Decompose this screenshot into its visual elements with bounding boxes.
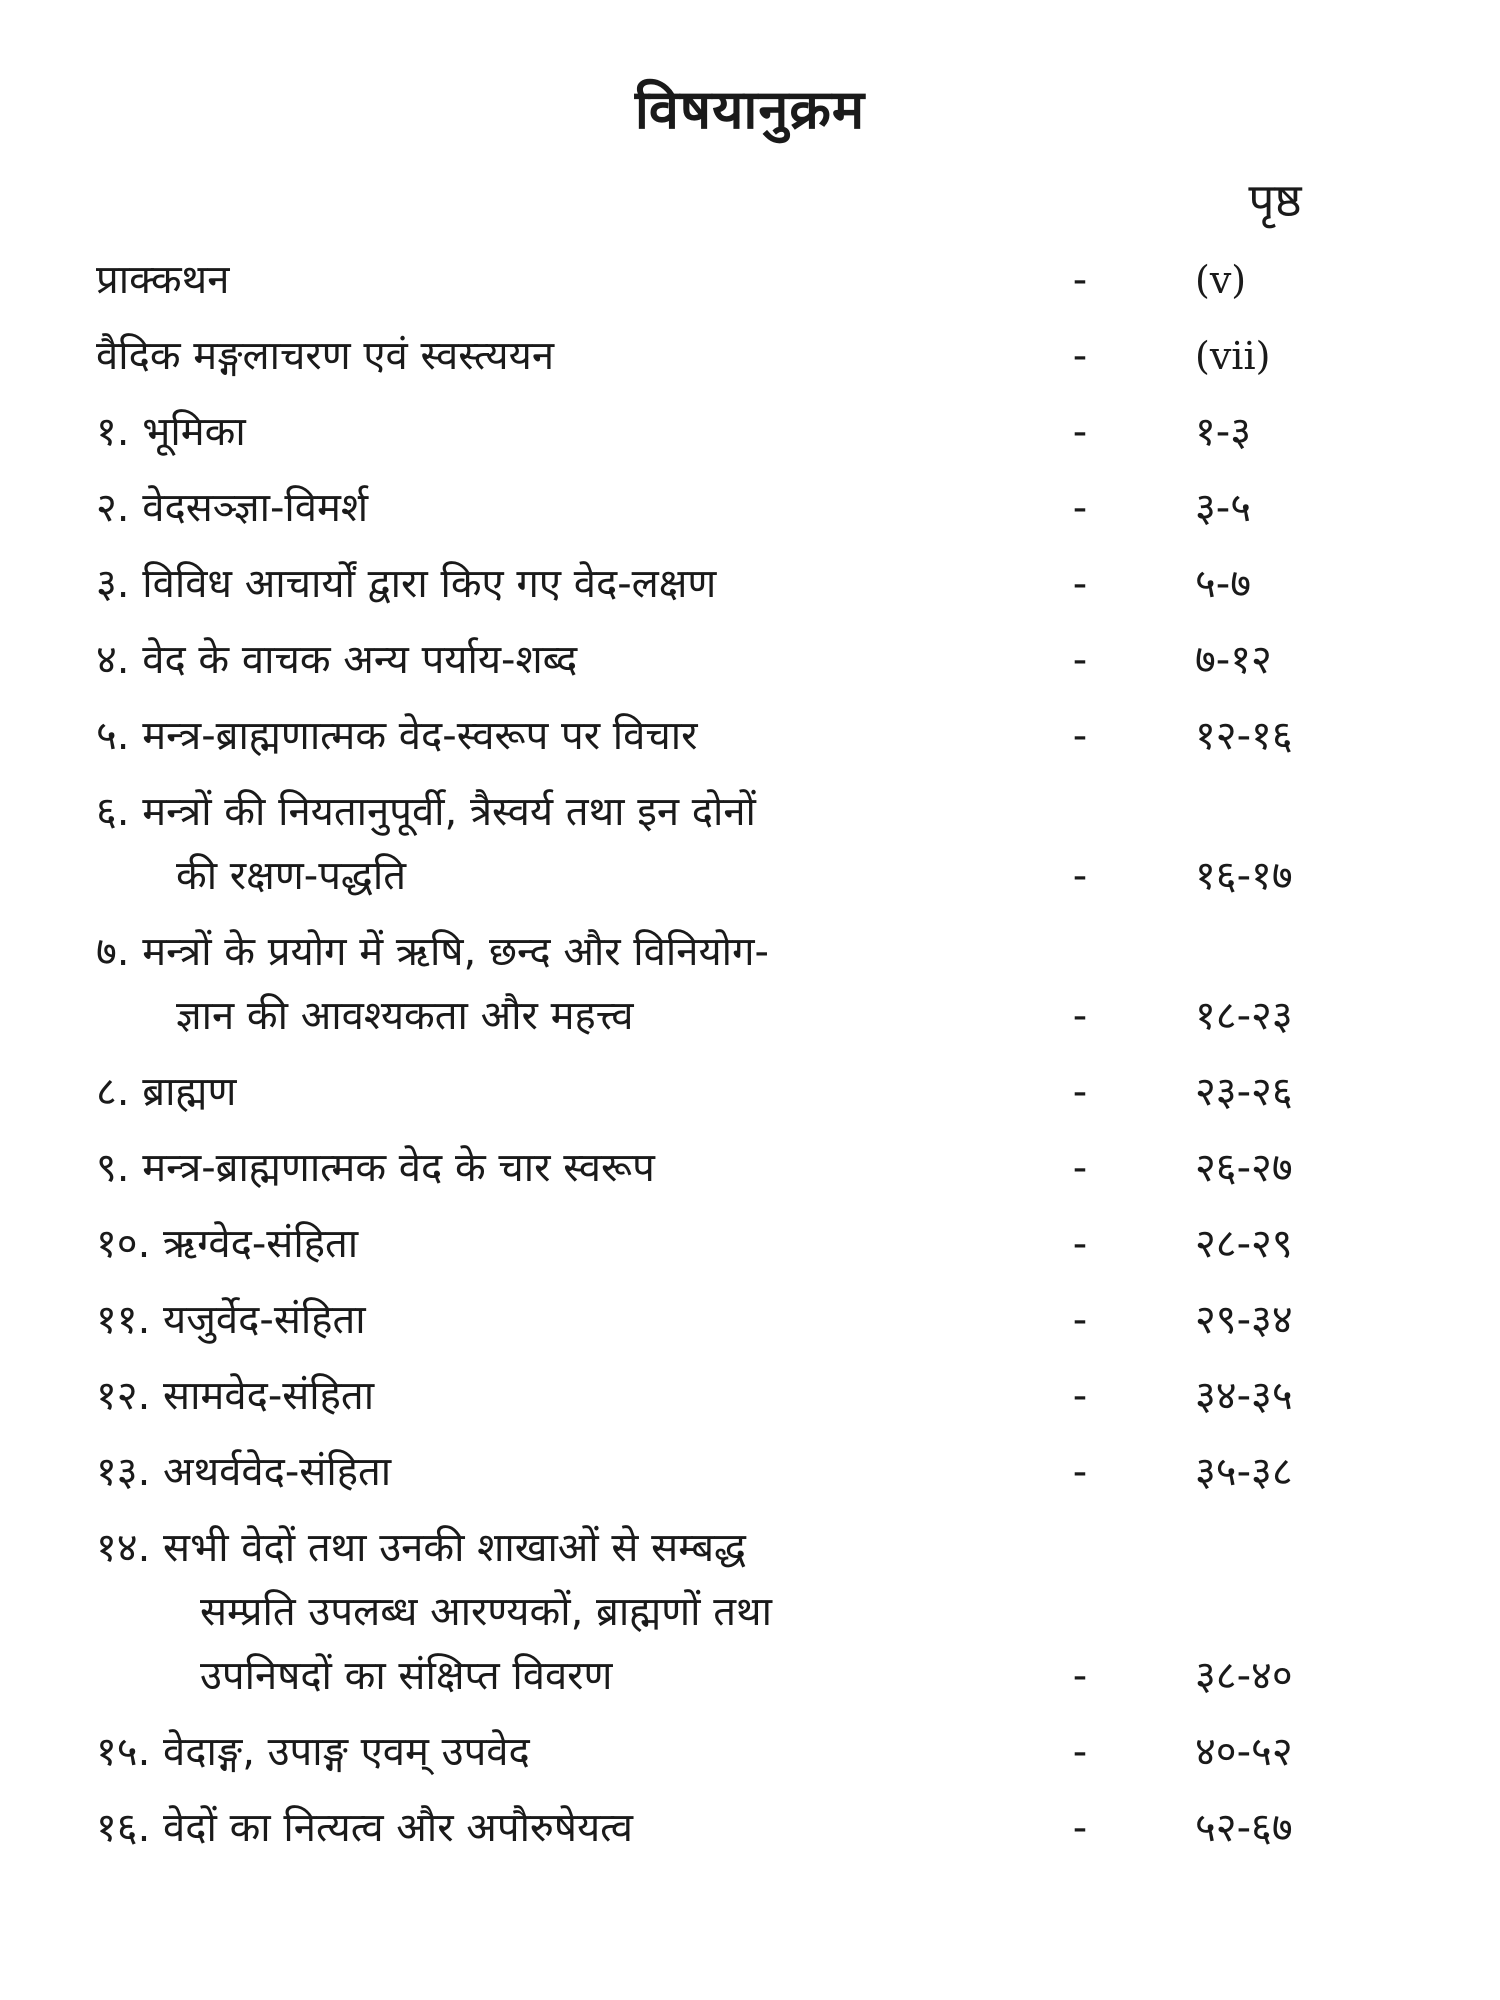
toc-entry-line: ११. यजुर्वेद-संहिता <box>96 1297 366 1343</box>
toc-entry-line: सम्प्रति उपलब्ध आरण्यकों, ब्राह्मणों तथा <box>200 1589 772 1635</box>
toc-entry <box>0 476 1500 540</box>
toc-entry <box>0 324 1500 388</box>
toc-entry-page: १८-२३ <box>1195 993 1293 1039</box>
toc-entry-title <box>96 400 1046 464</box>
toc-entry-page: २९-३४ <box>1195 1297 1293 1343</box>
toc-entry-title <box>96 324 1046 388</box>
toc-entry-page: ३४-३५ <box>1195 1373 1293 1419</box>
toc-entry-title <box>96 1212 1046 1276</box>
toc-entry-line: ७. मन्त्रों के प्रयोग में ऋषि, छन्द और विनियोग- <box>96 929 769 975</box>
toc-entry-title <box>96 1440 1046 1504</box>
toc-entry-page: ५२-६७ <box>1195 1805 1293 1851</box>
toc-entry-page: २६-२७ <box>1195 1145 1293 1191</box>
toc-entry-dash: - <box>1072 1221 1088 1267</box>
toc-entry-line: वैदिक मङ्गलाचरण एवं स्वस्त्ययन <box>96 333 555 379</box>
toc-entry-dash: - <box>1072 485 1088 531</box>
toc-entry-dash: - <box>1072 1805 1088 1851</box>
toc-entry <box>0 1516 1500 1708</box>
toc-entry-dash: - <box>1072 1373 1088 1419</box>
toc-entry-line: ४. वेद के वाचक अन्य पर्याय-शब्द <box>96 637 578 683</box>
toc-entry <box>0 628 1500 692</box>
toc-entry-page: ३५-३८ <box>1195 1449 1293 1495</box>
toc-entry <box>0 248 1500 312</box>
toc-entry-line: १३. अथर्ववेद-संहिता <box>96 1449 392 1495</box>
toc-entry-line: की रक्षण-पद्धति <box>176 853 407 899</box>
toc-entry <box>0 1440 1500 1504</box>
toc-entry-dash: - <box>1072 637 1088 683</box>
toc-entry-line: ५. मन्त्र-ब्राह्मणात्मक वेद-स्वरूप पर विचार <box>96 713 698 759</box>
toc-entry-page: ५-७ <box>1195 561 1252 607</box>
toc-entry-title <box>96 1364 1046 1428</box>
toc-entry-dash: - <box>1072 1069 1088 1115</box>
toc-entry-line: ३. विविध आचार्यों द्वारा किए गए वेद-लक्षण <box>96 561 717 607</box>
toc-entry-page: २८-२९ <box>1195 1221 1293 1267</box>
toc-entry-dash: - <box>1072 409 1088 455</box>
toc-entry-page: ४०-५२ <box>1195 1729 1293 1775</box>
toc-entry-title <box>96 1720 1046 1784</box>
toc-entry-dash: - <box>1072 853 1088 899</box>
page-column-label: पृष्ठ <box>1248 173 1302 227</box>
toc-entry <box>0 1136 1500 1200</box>
toc-entry-dash: - <box>1072 333 1088 379</box>
toc-entry-dash: - <box>1072 1729 1088 1775</box>
toc-entry-dash: - <box>1072 993 1088 1039</box>
toc-entry-page: ३८-४० <box>1195 1653 1293 1699</box>
page-title: विषयानुक्रम <box>634 78 866 141</box>
toc-entry-title <box>96 552 1046 616</box>
toc-entry-title <box>96 920 1046 1048</box>
toc-entry-line: १४. सभी वेदों तथा उनकी शाखाओं से सम्बद्ध <box>96 1525 746 1571</box>
toc-entry-title <box>96 1136 1046 1200</box>
toc-entry-line: ६. मन्त्रों की नियतानुपूर्वी, त्रैस्वर्य तथा इन दोनों <box>96 789 756 835</box>
toc-entry-page: ७-१२ <box>1195 637 1272 683</box>
toc-entry-page: १६-१७ <box>1195 853 1293 899</box>
toc-entry-dash: - <box>1072 1145 1088 1191</box>
toc-entry-dash: - <box>1072 1297 1088 1343</box>
toc-entry-title <box>96 780 1046 908</box>
toc-entry <box>0 780 1500 908</box>
toc-entry-title <box>96 1060 1046 1124</box>
toc-entry-line: १२. सामवेद-संहिता <box>96 1373 375 1419</box>
toc-entry-line: २. वेदसञ्ज्ञा-विमर्श <box>96 485 369 531</box>
toc-entry-line: १०. ऋग्वेद-संहिता <box>96 1221 359 1267</box>
toc-entry <box>0 552 1500 616</box>
toc-entry-dash: - <box>1072 713 1088 759</box>
toc-entry-page: १२-१६ <box>1195 713 1293 759</box>
toc-entry-page: (vii) <box>1195 334 1271 378</box>
toc-entry <box>0 1288 1500 1352</box>
toc-entry-line: १६. वेदों का नित्यत्व और अपौरुषेयत्व <box>96 1805 634 1851</box>
toc-entry <box>0 1796 1500 1860</box>
toc-entry-dash: - <box>1072 257 1088 303</box>
toc-entry-line: १५. वेदाङ्ग, उपाङ्ग एवम् उपवेद <box>96 1729 530 1775</box>
toc-entry-dash: - <box>1072 1449 1088 1495</box>
toc-entry-page: १-३ <box>1195 409 1252 455</box>
toc-entry-dash: - <box>1072 1653 1088 1699</box>
toc-entry <box>0 1364 1500 1428</box>
toc-entry-dash: - <box>1072 561 1088 607</box>
toc-entry-line: ८. ब्राह्मण <box>96 1069 237 1115</box>
toc-entry <box>0 1060 1500 1124</box>
toc-entry-page: (v) <box>1195 258 1247 302</box>
toc-entry-title <box>96 248 1046 312</box>
toc-entry-line: ९. मन्त्र-ब्राह्मणात्मक वेद के चार स्वरूप <box>96 1145 655 1191</box>
toc-entry-title <box>96 1516 1046 1708</box>
toc-entry <box>0 1720 1500 1784</box>
toc-entry-line: प्राक्कथन <box>96 257 230 303</box>
toc-entry-line: उपनिषदों का संक्षिप्त विवरण <box>200 1653 613 1699</box>
toc-entry <box>0 1212 1500 1276</box>
toc-entry <box>0 920 1500 1048</box>
toc-entry-title <box>96 704 1046 768</box>
toc-entry-title <box>96 1796 1046 1860</box>
toc-entry-page: २३-२६ <box>1195 1069 1293 1115</box>
toc-entry <box>0 704 1500 768</box>
toc-entry <box>0 400 1500 464</box>
toc-entry-title <box>96 476 1046 540</box>
toc-entry-line: १. भूमिका <box>96 409 246 455</box>
toc-entry-title <box>96 1288 1046 1352</box>
toc-entry-title <box>96 628 1046 692</box>
toc-entry-line: ज्ञान की आवश्यकता और महत्त्व <box>176 993 634 1039</box>
toc-entry-page: ३-५ <box>1195 485 1252 531</box>
